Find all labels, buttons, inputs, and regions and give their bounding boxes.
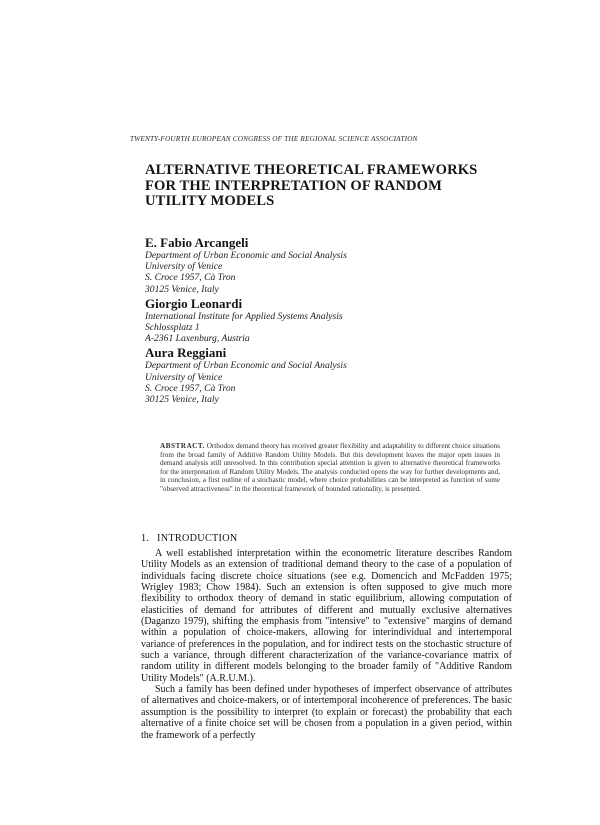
affiliation-line: Department of Urban Economic and Social Analysis (145, 360, 347, 372)
author-list (145, 236, 505, 407)
affiliation-line: A-2361 Laxenburg, Austria (145, 333, 250, 345)
abstract-label: ABSTRACT. (160, 442, 205, 450)
section-number: 1. (141, 533, 150, 544)
title-line: UTILITY MODELS (145, 193, 275, 210)
affiliation-line: 30125 Venice, Italy (145, 283, 219, 295)
paragraph: A well established interpretation within the econometric literature describes Random Utility Models as an extension of traditional demand theory to the case of a population of individuals facing discrete choice situations (see e.g. Domencich and McFadden 1975; Wrigley 1983; Chow 1984). Such an extension is often supposed to give much more flexibility to orthodox theory of demand in static equilibrium, allowing computation of elasticities of demand for attributes of different and mutually exclusive alternatives (Daganzo 1979), shifting the emphasis from "intensive" to "extensive" margins of demand within a population of choice-makers, allowing for interindividual and intertemporal variance of preferences in the population, and for indirect tests on the stochastic structure of such a variance, through different characterization of the variance-covariance matrix of random utility in different models belonging to the broader family of "Additive Random Utility Models" (A.R.U.M.). (141, 548, 512, 684)
affiliation-line: 30125 Venice, Italy (145, 394, 219, 406)
paragraph: Such a family has been defined under hypotheses of imperfect observance of attributes of alternatives and choice-makers, or of intertemporal incoherence of preferences. The basic assumption is the possibility to interpret (to explain or forecast) the probability that each alternative of a finite choice set will be chosen from a population in a given period, within the framework of a perfectly (141, 684, 512, 741)
affiliation-line: S. Croce 1957, Cà Tron (145, 382, 236, 394)
affiliation-line: International Institute for Applied Systems Analysis (145, 310, 343, 322)
affiliation-line: Schlossplatz 1 (145, 322, 200, 334)
affiliation-line: S. Croce 1957, Cà Tron (145, 272, 236, 284)
body-text (141, 548, 512, 741)
affiliation-line: University of Venice (145, 261, 223, 273)
title-line: ALTERNATIVE THEORETICAL FRAMEWORKS (145, 162, 478, 178)
affiliation-line: Department of Urban Economic and Social Analysis (145, 250, 347, 261)
abstract (160, 442, 500, 494)
affiliation-line: University of Venice (145, 371, 223, 383)
author-name: Aura Reggiani (145, 345, 227, 361)
author-block (145, 346, 505, 405)
author-block (145, 297, 505, 345)
running-head: TWENTY-FOURTH EUROPEAN CONGRESS OF THE REGIONAL SCIENCE ASSOCIATION (130, 135, 418, 143)
author-name: E. Fabio Arcangeli (145, 235, 249, 250)
abstract-text: Orthodox demand theory has received greater flexibility and adaptability to different choice situations from the broad family of Additive Random Utility Models. But this development leaves the major open issues in demand analysis still unresolved. In this contribution special attention is given to alternative theoretical frameworks for the interpretation of Random Utility Models. The analysis conducted opens the way for further developments and, in conclusion, a first outline of a stochastic model, where choice probabilities can be interpreted as function of some "observed attractiveness" in the theoretical framework of bounded rationality, is presented. (160, 442, 501, 493)
section-title: INTRODUCTION (157, 533, 238, 544)
author-block (145, 236, 505, 295)
author-name: Giorgio Leonardi (145, 295, 243, 311)
title-line: FOR THE INTERPRETATION OF RANDOM (145, 177, 442, 194)
paper-title (145, 163, 525, 210)
section-heading (141, 533, 238, 544)
